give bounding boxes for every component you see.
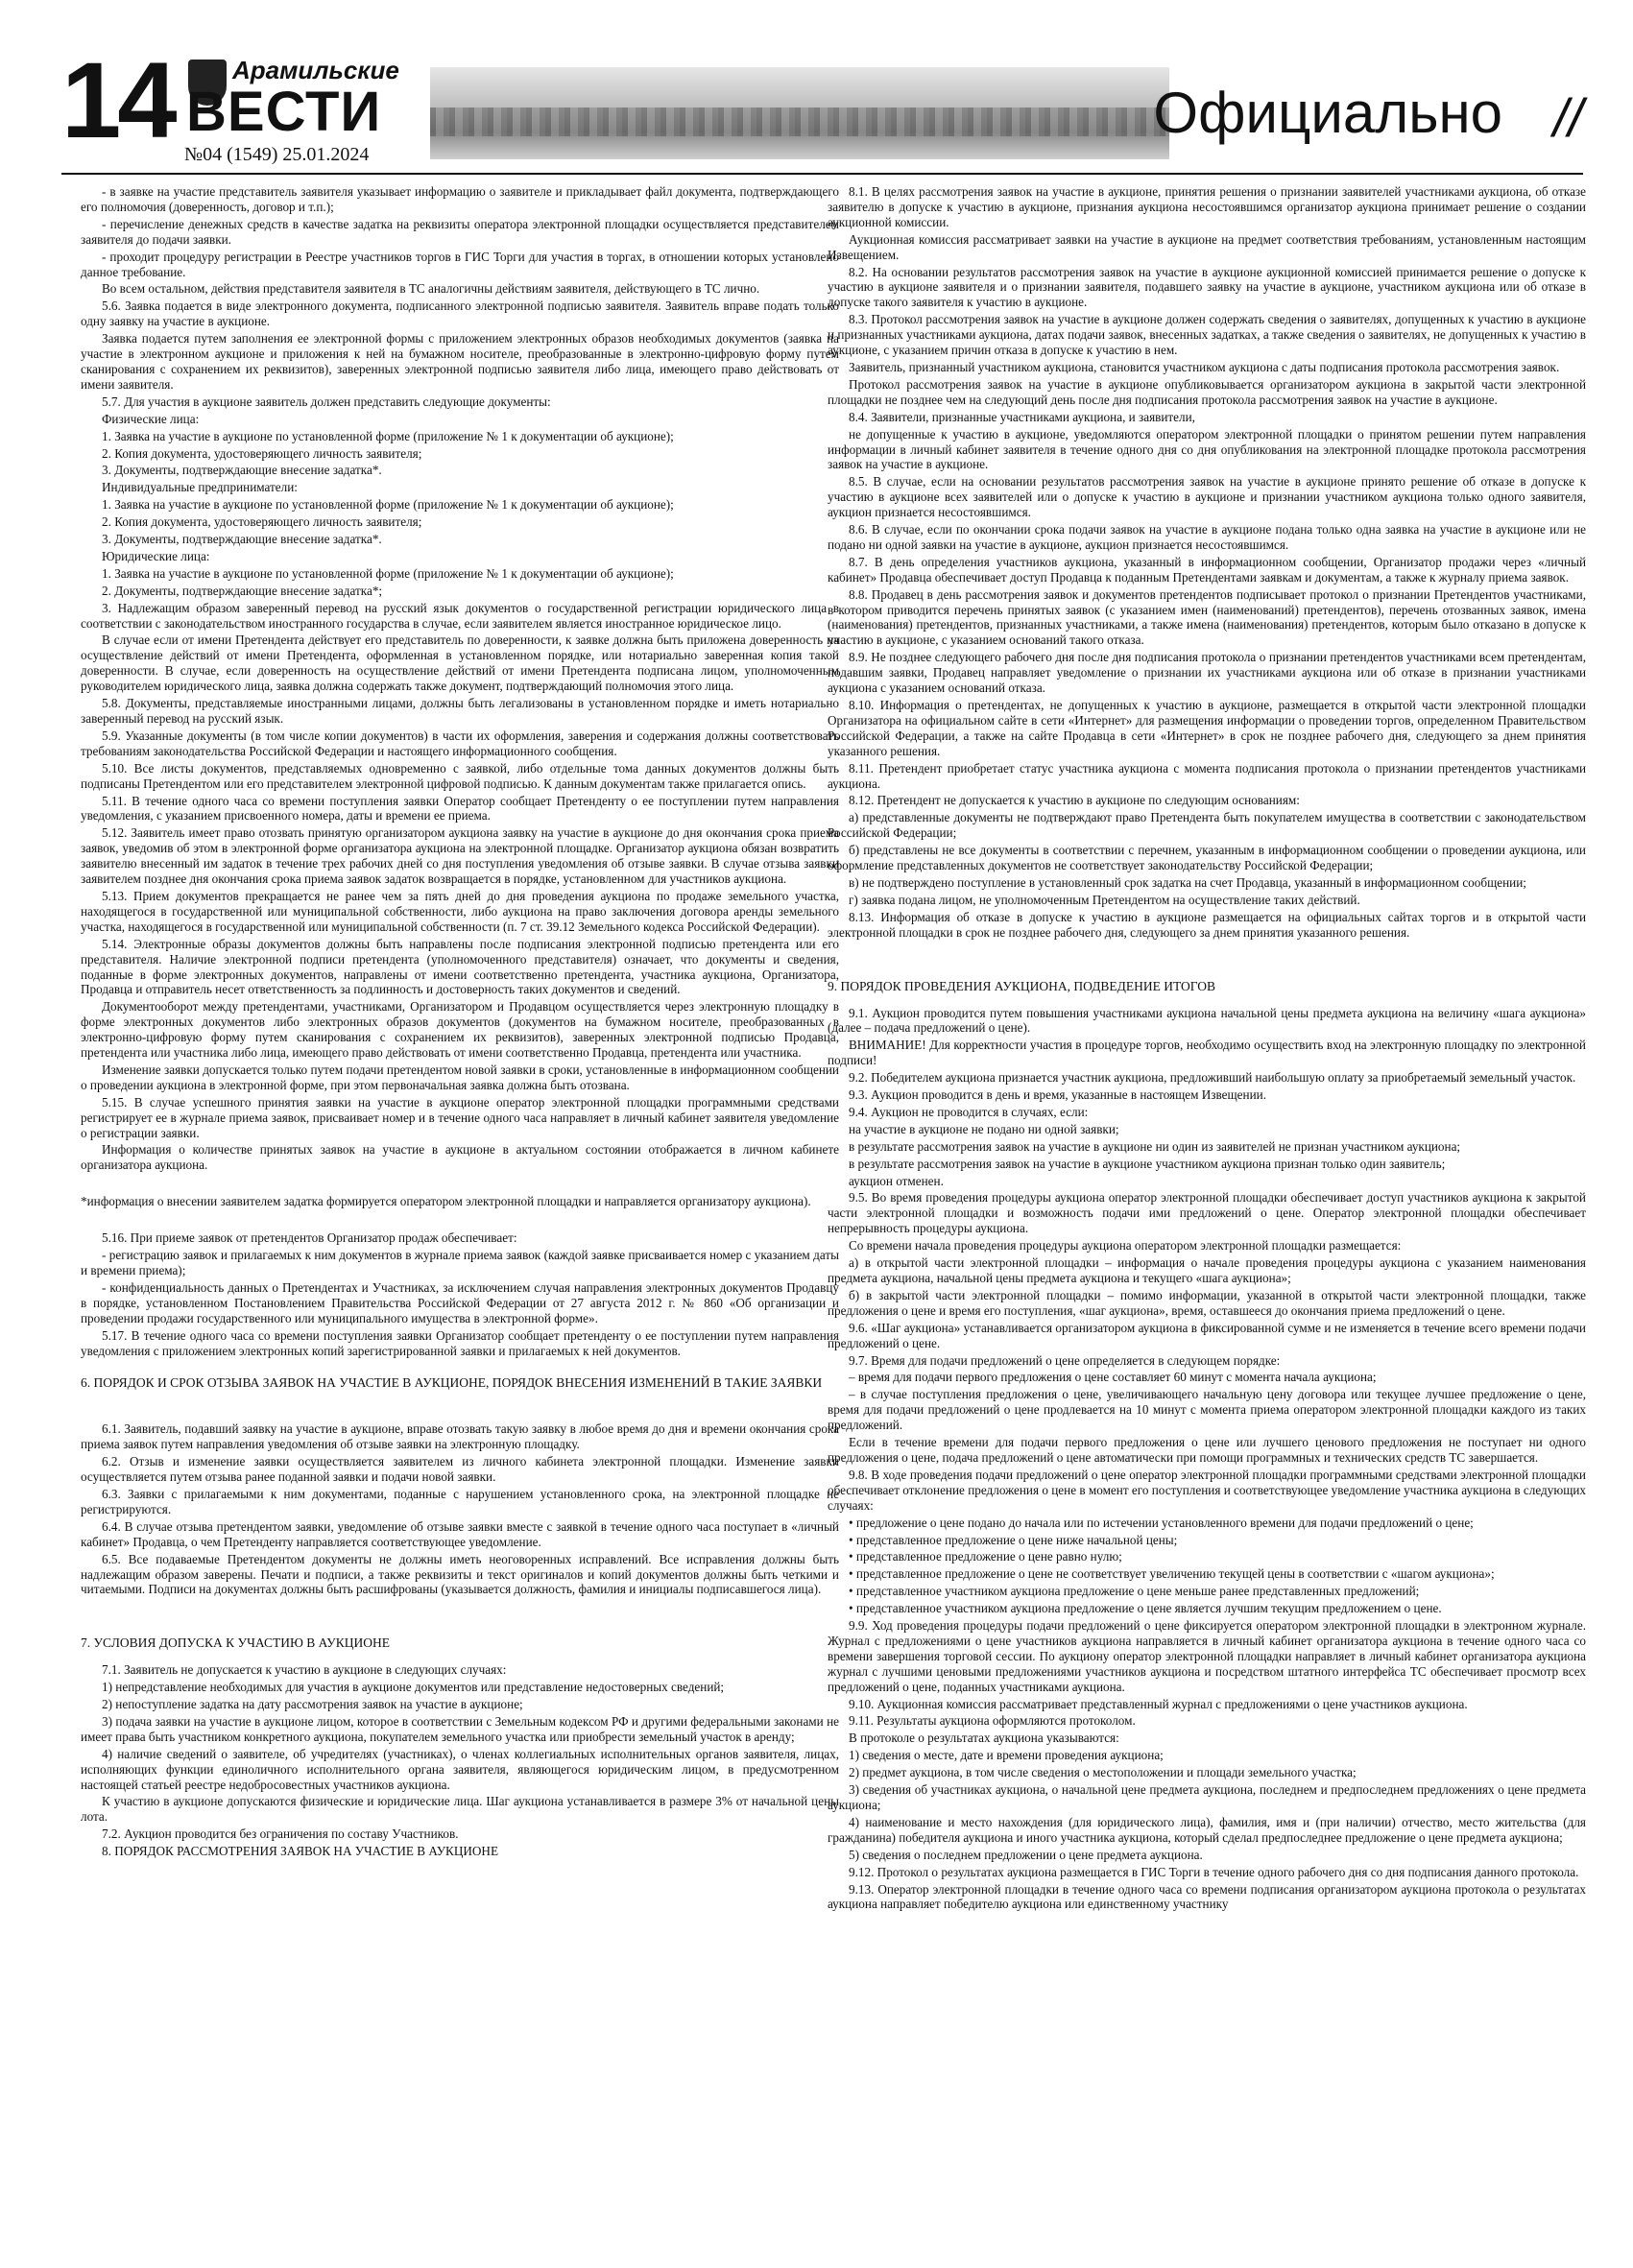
paragraph: 9.12. Протокол о результатах аукциона размещается в ГИС Торги в течение одного рабочего дня со дня подписания данного протокола. [849, 1864, 1579, 1879]
paragraph: 8.6. В случае, если по окончании срока подачи заявок на участие в аукционе подана только одна заявка на участие в аукционе или не подано ни одной заявки на участие в аукционе, аукцион признается несостоявшимся. [828, 522, 1586, 552]
paragraph: 9.8. В ходе проведения подачи предложений о цене оператор электронной площадки программными средствами электронной площадки обеспечивает отклонение предложения о цене в момент его поступления и соответствующее уведомление участника аукциона в следующих случаях: [828, 1467, 1586, 1513]
paragraph: 1) непредставление необходимых для участия в аукционе документов или представление недостоверных сведений; [102, 1680, 725, 1695]
footnote: *информация о внесении заявителем задатка формируется оператором электронной площадки и направляется организатору аукциона). [81, 1194, 811, 1209]
paragraph: 9.1. Аукцион проводится путем повышения участниками аукциона начальной цены предмета аукциона на величину «шага аукциона» (далее – подача предложений о цене). [828, 1005, 1586, 1036]
paragraph: в) не подтверждено поступление в установленный срок задатка на счет Продавца, указанный в информационном сообщении; [849, 874, 1526, 890]
paragraph: • представленное участником аукциона предложение о цене меньше ранее представленных предложений; [849, 1584, 1420, 1599]
paragraph: 5.14. Электронные образы документов должны быть направлены после подписания электронной подписью претендента или его представителя. Наличие электронной подписи претендента (уполномоченного представителя) означает, что документы и сведения, поданные в форме электронных документов, направлены от имени соответственно претендента, участника аукциона, Организатора, Продавца и отправитель несет ответственность за подлинность и достоверность таких документов и сведений. [81, 936, 839, 997]
paragraph: 8.3. Протокол рассмотрения заявок на участие в аукционе должен содержать сведения о заявителях, допущенных к участию в аукционе и признанных участниками аукциона, датах подачи заявок, внесенных задатках, а также сведения о заявителях, не допущенных к участию в аукционе, с указанием причин отказа в допуске к участию в нем. [828, 312, 1586, 358]
heading-section-6: 6. ПОРЯДОК И СРОК ОТЗЫВА ЗАЯВОК НА УЧАСТИЕ В АУКЦИОНЕ, ПОРЯДОК ВНЕСЕНИЯ ИЗМЕНЕНИЙ В ТАКИЕ ЗАЯВКИ [81, 1375, 823, 1391]
paragraph: - проходит процедуру регистрации в Реестре участников торгов в ГИС Торги для участия в торгах, в отношении которых установлено данное требование. [81, 249, 839, 279]
paragraph: - регистрацию заявок и прилагаемых к ним документов в журнале приема заявок (каждой заявке присваивается номер с указанием даты и времени приема); [81, 1248, 839, 1277]
header-landscape-photo [430, 67, 1169, 159]
paragraph: 8.10. Информация о претендентах, не допущенных к участию в аукционе, размещается в открытой части электронной площадки Организатора на официальном сайте в сети «Интернет» для размещения информации о проведении торгов, определенном Правительством Российской Федерации, а также на сайте Продавца в сети «Интернет» в срок не позднее рабочего дня, следующего за днем принятия указанного решения. [828, 698, 1586, 758]
paragraph: 7.2. Аукцион проводится без ограничения по составу Участников. [102, 1826, 459, 1842]
paragraph: Юридические лица: [102, 548, 210, 563]
paragraph: Во всем остальном, действия представителя заявителя в ТС аналогичны действиям заявителя, действующего в ТС лично. [102, 281, 760, 297]
newspaper-logo-top: Арамильские [232, 56, 399, 84]
left-paragraphs [81, 184, 839, 1173]
paragraph: 3) подача заявки на участие в аукционе лицом, которое в соответствии с Земельным кодексом РФ и другими федеральными законами не имеет права быть участником конкретного аукциона, покупателем земельного участка или приобрести земельный участок в аренду; [81, 1713, 839, 1744]
paragraph: 5.16. При приеме заявок от претендентов Организатор продаж обеспечивает: [102, 1230, 517, 1246]
paragraph: 5.10. Все листы документов, представляемых одновременно с заявкой, либо отдельные тома данных документов должны быть подписаны Претендентом или его представителем электронной цифровой подписью. К данным документам также прилагается опись. [81, 760, 839, 791]
paragraph: 3. Документы, подтверждающие внесение задатка*. [102, 532, 382, 547]
paragraph: 6.1. Заявитель, подавший заявку на участие в аукционе, вправе отозвать такую заявку в любое время до дня и времени окончания срока приема заявок путем направления уведомления об отзыве заявки на электронную площадку. [81, 1421, 839, 1452]
paragraph: – время для подачи первого предложения о цене составляет 60 минут с момента начала аукциона; [849, 1370, 1377, 1385]
paragraph: 4) наличие сведений о заявителе, об учредителях (участниках), о членах коллегиальных исполнительных органов заявителя, лицах, исполняющих функции единоличного исполнительного органа заявителя, являющегося юридическим лицом, в предусмотренном настоящей статьей реестре недобросовестных участников аукциона. [81, 1746, 839, 1792]
newspaper-logo-main: ВЕСТИ [186, 81, 382, 143]
paragraph: 8.4. Заявители, признанные участниками аукциона, и заявители, [849, 409, 1195, 424]
paragraph: • представленное предложение о цене не соответствует увеличению текущей цены в соответствии с «шагом аукциона»; [849, 1566, 1495, 1582]
paragraph: Заявитель, признанный участником аукциона, становится участником аукциона с даты подписания протокола рассмотрения заявок. [849, 359, 1560, 374]
paragraph: • представленное предложение о цене ниже начальной цены; [849, 1532, 1178, 1547]
paragraph: К участию в аукционе допускаются физические и юридические лица. Шаг аукциона устанавливается в размере 3% от начальной цены лота. [81, 1794, 839, 1825]
paragraph: б) в закрытой части электронной площадки – помимо информации, указанной в открытой части электронной площадки, также предложения о цене и время его поступления, «шаг аукциона», время, оставшееся до окончания приема предложений о цене. [828, 1287, 1586, 1318]
paragraph: 5.8. Документы, представляемые иностранными лицами, должны быть легализованы в установленном порядке и иметь нотариально заверенный перевод на русский язык. [81, 696, 839, 726]
paragraph: 2) предмет аукциона, в том числе сведения о местоположении и площади земельного участка; [849, 1765, 1357, 1780]
paragraph: Изменение заявки допускается только путем подачи претендентом новой заявки в сроки, установленные в информационном сообщении о проведении аукциона в электронной форме, при этом первоначальная заявка должна быть отозвана. [81, 1062, 839, 1092]
paragraph: 8.12. Претендент не допускается к участию в аукционе по следующим основаниям: [849, 793, 1300, 808]
paragraph: в результате рассмотрения заявок на участие в аукционе участником аукциона признан только один заявитель; [849, 1156, 1446, 1171]
paragraph: 8.9. Не позднее следующего рабочего дня после дня подписания протокола о признании претендентов участниками всем претендентам, подавшим заявки, Продавец направляет уведомление о признании их участниками аукциона или об отказе в признании участниками аукциона с указанием оснований отказа. [828, 650, 1586, 696]
left-column [81, 184, 839, 1861]
paragraph: 9.5. Во время проведения процедуры аукциона оператор электронной площадки обеспечивает доступ участников аукциона к закрытой части электронной площадки и возможность подачи ими предложений о цене. Оператор электронной площадки обеспечивает непрерывность процедуры аукциона. [828, 1190, 1586, 1236]
heading-section-7: 7. УСЛОВИЯ ДОПУСКА К УЧАСТИЮ В АУКЦИОНЕ [81, 1635, 390, 1651]
paragraph: 5.9. Указанные документы (в том числе копии документов) в части их оформления, заверения и содержания должны соответствовать требованиям законодательства Российской Федерации и настоящего информационного сообщения. [81, 728, 839, 758]
issue-number-date: №04 (1549) 25.01.2024 [184, 144, 370, 165]
paragraph: Документооборот между претендентами, участниками, Организатором и Продавцом осуществляется через электронную площадку в форме электронных документов либо электронных образов документов (документов на бумажном носителе, преобразованных в электронно-цифровую форму путем сканирования с сохранением их реквизитов), заверенных электронной подписью Продавца, претендента или участника либо лица, имеющего право действовать от имени соответственно Продавца, претендента или участника. [81, 999, 839, 1061]
paragraph: а) представленные документы не подтверждают право Претендента быть покупателем имущества в соответствии с законодательством Российской Федерации; [828, 810, 1586, 841]
masthead [61, 40, 1583, 165]
paragraph: 1. Заявка на участие в аукционе по установленной форме (приложение № 1 к документации об аукционе); [102, 497, 674, 513]
paragraph: В протоколе о результатах аукциона указываются: [849, 1731, 1119, 1746]
paragraph: 8.2. На основании результатов рассмотрения заявок на участие в аукционе аукционной комиссией принимается решение о допуске к участию в аукционе заявителя и о признании заявителя, подавшего заявку на участие в аукционе, участником аукциона или об отказе в допуске такого заявителя к участию в аукционе. [828, 264, 1586, 310]
paragraph: В случае если от имени Претендента действует его представитель по доверенности, к заявке должна быть приложена доверенность на осуществление действий от имени Претендента, оформленная в установленном порядке, или нотариально заверенная копия такой доверенности. В случае, если доверенность на осуществление действий от имени Претендента подписана лицом, уполномоченным руководителем юридического лица, заявка должна содержать также документ, подтверждающий полномочия этого лица. [81, 633, 839, 694]
paragraph: 9.11. Результаты аукциона оформляются протоколом. [849, 1713, 1136, 1729]
paragraph: 9.9. Ход проведения процедуры подачи предложений о цене фиксируется оператором электронной площадки в электронном журнале. Журнал с предложениями о цене участников аукциона направляется в личный кабинет организатора аукциона в течение одного часа со времени завершения торговой сессии. По аукциону оператор электронной площадки направляет в личный кабинет организатора аукциона журнал с лучшими ценовыми предложениями участников аукциона и посредством штатного интерфейса ТС обеспечивает просмотр всех предложений о цене, поданных участниками аукциона. [828, 1618, 1586, 1694]
paragraph: 4) наименование и место нахождения (для юридического лица), фамилия, имя и (при наличии) отчество, место жительства (для гражданина) победителя аукциона и иного участника аукциона, который сделал предпоследнее предложение о цене предмета аукциона; [828, 1814, 1586, 1845]
paragraph: Аукционная комиссия рассматривает заявки на участие в аукционе на предмет соответствия требованиям, установленным настоящим Извещением. [828, 231, 1586, 262]
page-number: 14 [61, 40, 174, 160]
paragraph: 5.15. В случае успешного принятия заявки на участие в аукционе оператор электронной площадки программными средствами регистрирует ее в журнале приема заявок, присваивает номер и в течение одного часа направляет в личный кабинет заявителя уведомление о регистрации заявки. [81, 1094, 839, 1140]
paragraph: 8.11. Претендент приобретает статус участника аукциона с момента подписания протокола о признании претендентов участниками аукциона. [828, 760, 1586, 791]
right-paragraphs [828, 184, 1586, 941]
paragraph: 6.3. Заявки с прилагаемыми к ним документами, поданные с нарушением установленного срока, на электронной площадке не регистрируются. [81, 1486, 839, 1516]
section-title: Официально [1153, 81, 1502, 145]
paragraph: в результате рассмотрения заявок на участие в аукционе ни один из заявителей не признан участником аукциона; [849, 1138, 1461, 1154]
paragraph: 6.5. Все подаваемые Претендентом документы не должны иметь неоговоренных исправлений. Все исправления должны быть надлежащим образом заверены. Печати и подписи, а также реквизиты и текст оригиналов и копий документов должны быть четкими и читаемыми. Подписи на документах должны быть расшифрованы (указывается должность, фамилия и инициалы подписавшегося лица). [81, 1551, 839, 1597]
paragraph: 3. Надлежащим образом заверенный перевод на русский язык документов о государственной регистрации юридического лица в соответствии с законодательством иностранного государства в случае, если заявителем является иностранное юридическое лицо. [81, 600, 839, 631]
paragraph: 8.13. Информация об отказе в допуске к участию в аукционе размещается на официальных сайтах торгов и в открытой части электронной площадки в срок не позднее рабочего дня, следующего за днем принятия указанного решения. [828, 909, 1586, 940]
paragraph: Физические лица: [102, 411, 200, 426]
paragraph: г) заявка подана лицом, не уполномоченным Претендентом на осуществление таких действий. [849, 892, 1360, 907]
heading-section-8: 8. ПОРЯДОК РАССМОТРЕНИЯ ЗАЯВОК НА УЧАСТИЕ В АУКЦИОНЕ [102, 1844, 499, 1859]
paragraph: 2. Копия документа, удостоверяющего личность заявителя; [102, 514, 422, 530]
paragraph: 9.6. «Шаг аукциона» устанавливается организатором аукциона в фиксированной сумме и не изменяется в течение всего времени подачи предложений о цене. [828, 1320, 1586, 1350]
paragraph: 8.1. В целях рассмотрения заявок на участие в аукционе, принятия решения о признании заявителей участниками аукциона, об отказе заявителю в допуске к участию в аукционе, признания аукциона несостоявшимся организатор аукциона принимает решение о создании аукционной комиссии. [828, 184, 1586, 229]
paragraph: 5.13. Прием документов прекращается не ранее чем за пять дней до дня проведения аукциона по продаже земельного участка, находящегося в государственной или муниципальной собственности, либо аукциона на право заключения договора аренды земельного участка, находящегося в государственной или муниципальной собственности (п. 7 ст. 39.12 Земельного кодекса Российской Федерации). [81, 888, 839, 934]
paragraph: • предложение о цене подано до начала или по истечении установленного времени для подачи предложений о цене; [849, 1515, 1474, 1530]
paragraph: - конфиденциальность данных о Претендентах и Участниках, за исключением случая направления электронных документов Продавцу в порядке, установленном Постановлением Правительства Российской Федерации от 27 августа 2012 г. № 860 «Об организации и проведении продажи государственного или муниципального имущества в электронной форме». [81, 1279, 839, 1325]
paragraph: 1) сведения о месте, дате и времени проведения аукциона; [849, 1748, 1164, 1763]
paragraph: 5.7. Для участия в аукционе заявитель должен представить следующие документы: [102, 394, 551, 409]
paragraph: 8.7. В день определения участников аукциона, указанный в информационном сообщении, Организатор продажи через «личный кабинет» Продавца обеспечивает доступ Продавца к поданным Претендентами заявкам и документам, а также к журналу приема заявок. [828, 554, 1586, 585]
paragraph: 9.2. Победителем аукциона признается участник аукциона, предложивший наибольшую оплату за приобретаемый земельный участок. [849, 1070, 1576, 1086]
section-9-paragraphs [828, 1006, 1586, 1913]
paragraph: 5.12. Заявитель имеет право отозвать принятую организатором аукциона заявку на участие в аукционе до дня окончания срока приема заявок, уведомив об этом в электронной форме организатора аукциона на электронной площадке. Организатор аукциона обязан возвратить заявителю внесенный им задаток в течение трех рабочих дней со дня поступления уведомления об отзыве заявки. В случае отзыва заявки заявителем позднее дня окончания срока приема заявок задаток возвращается в порядке, установленном для участников аукциона. [81, 825, 839, 887]
paragraph: 7.1. Заявитель не допускается к участию в аукционе в следующих случаях: [102, 1662, 507, 1678]
paragraph: 9.3. Аукцион проводится в день и время, указанные в настоящем Извещении. [849, 1087, 1266, 1103]
paragraph: а) в открытой части электронной площадки – информация о начале проведения процедуры аукциона с указанием наименования предмета аукциона, начальной цены предмета аукциона и текущего «шага аукциона»; [828, 1255, 1586, 1285]
paragraph: Со времени начала проведения процедуры аукциона оператором электронной площадки размещается: [849, 1238, 1402, 1253]
paragraph: 9.13. Оператор электронной площадки в течение одного часа со времени подписания организатором аукциона протокола о результатах аукциона направляет победителю аукциона или единственному участнику [828, 1881, 1586, 1912]
paragraph: 6.4. В случае отзыва претендентом заявки, уведомление об отзыве заявки вместе с заявкой в течение одного часа поступает в «личный кабинет» Продавца, о чем Претенденту направляется соответствующее уведомление. [81, 1518, 839, 1549]
paragraph: Заявка подается путем заполнения ее электронной формы с приложением электронных образов необходимых документов (заявка на участие в электронном аукционе и приложения к ней на бумажном носителе, преобразованные в электронно-цифровую форму путем сканирования с сохранением их реквизитов), заверенных электронной подписью заявителя либо лица, имеющего право действовать от имени заявителя. [81, 331, 839, 392]
paragraph: • представленное участником аукциона предложение о цене является лучшим текущим предложением о цене. [849, 1601, 1442, 1616]
paragraph: 8.5. В случае, если на основании результатов рассмотрения заявок на участие в аукционе принято решение об отказе в допуске к участию в аукционе всех заявителей или о допуске к участию в аукционе и признании участником аукциона только одного заявителя, аукцион признается несостоявшимся. [828, 474, 1586, 520]
paragraph: 9.4. Аукцион не проводится в случаях, если: [849, 1104, 1089, 1119]
paragraph: - в заявке на участие представитель заявителя указывает информацию о заявителе и прикладывает файл документа, подтверждающего его полномочия (доверенность, договор и т.п.); [81, 184, 839, 214]
paragraph: 2. Копия документа, удостоверяющего личность заявителя; [102, 445, 422, 461]
paragraph: 5.17. В течение одного часа со времени поступления заявки Организатор сообщает претенденту о ее поступлении путем направления уведомления с приложением электронных копий зарегистрированной заявки и прилагаемых к ней документов. [81, 1327, 839, 1358]
paragraph: 5.11. В течение одного часа со времени поступления заявки Оператор сообщает Претенденту о ее поступлении путем направления уведомления, с указанием присвоенного номера, даты и времени ее приема. [81, 793, 839, 824]
left-paragraphs-2 [81, 1230, 839, 1358]
paragraph: 2. Документы, подтверждающие внесение задатка*; [102, 583, 383, 598]
paragraph: б) представлены не все документы в соответствии с перечнем, указанным в информационном сообщении о проведении аукциона, или оформление представленных документов не соответствует законодательству Российской Федерации; [828, 843, 1586, 873]
header-divider [61, 173, 1583, 175]
paragraph: аукцион отменен. [849, 1173, 944, 1188]
section-6-paragraphs [81, 1421, 839, 1597]
paragraph: 3. Документы, подтверждающие внесение задатка*. [102, 463, 382, 478]
paragraph: Информация о количестве принятых заявок на участие в аукционе в актуальном состоянии отображается в личном кабинете организатора аукциона. [81, 1142, 839, 1173]
paragraph: не допущенные к участию в аукционе, уведомляются оператором электронной площадки о принятом решении путем направления информации в личный кабинет заявителя в течение одного дня со дня опубликования на электронной площадке протокола рассмотрения заявок на участие в аукционе. [828, 426, 1586, 472]
right-column [828, 184, 1586, 1914]
paragraph: Если в течение времени для подачи первого предложения о цене или лучшего ценового предложения не поступает ни одного предложения о цене, подача предложений о цене автоматически при помощи программных и технических средств ТС завершается. [828, 1435, 1586, 1465]
paragraph: - перечисление денежных средств в качестве задатка на реквизиты оператора электронной площадки осуществляется представителем заявителя до подачи заявки. [81, 216, 839, 247]
paragraph: • представленное предложение о цене равно нулю; [849, 1549, 1122, 1564]
paragraph: 9.7. Время для подачи предложений о цене определяется в следующем порядке: [849, 1352, 1281, 1368]
paragraph: 9.10. Аукционная комиссия рассматривает представленный журнал с предложениями о цене участников аукциона. [849, 1696, 1468, 1711]
paragraph: 5.6. Заявка подается в виде электронного документа, подписанного электронной подписью заявителя. Заявитель вправе подать только одну заявку на участие в аукционе. [81, 298, 839, 329]
paragraph: на участие в аукционе не подано ни одной заявки; [849, 1121, 1119, 1136]
section-7-paragraphs [81, 1662, 839, 1842]
paragraph: 5) сведения о последнем предложении о цене предмета аукциона. [849, 1847, 1203, 1862]
paragraph: – в случае поступления предложения о цене, увеличивающего начальную цену договора или текущее лучшее предложение о цене, время для подачи предложений о цене продлевается на 10 минут с момента приема оператором электронной площадки каждого из таких предложений. [828, 1387, 1586, 1433]
heading-section-9: 9. ПОРЯДОК ПРОВЕДЕНИЯ АУКЦИОНА, ПОДВЕДЕНИЕ ИТОГОВ [828, 978, 1216, 993]
paragraph: Протокол рассмотрения заявок на участие в аукционе опубликовывается организатором аукциона в закрытой части электронной площадки не позднее чем на следующий день после дня подписания протокола рассмотрения заявок на участие в аукционе. [828, 376, 1586, 407]
paragraph: 6.2. Отзыв и изменение заявки осуществляется заявителем из личного кабинета электронной площадки. Изменение заявки осуществляется путем отзыва ранее поданной заявки и подачи новой заявки. [81, 1454, 839, 1485]
paragraph: 3) сведения об участниках аукциона, о начальной цене предмета аукциона, последнем и предпоследнем предложениях о цене предмета аукциона; [828, 1782, 1586, 1812]
paragraph: 1. Заявка на участие в аукционе по установленной форме (приложение № 1 к документации об аукционе); [102, 428, 674, 443]
paragraph: 8.8. Продавец в день рассмотрения заявок и документов претендентов подписывает протокол о признании Претендентов участниками, в котором приводится перечень принятых заявок (с указанием имен (наименований) претендентов), перечень отозванных заявок, имена (наименования) претендентов, признанных участниками, а также имена (наименования) претендентов, которым было отказано в допуске к участию в аукционе, с указанием оснований такого отказа. [828, 586, 1586, 648]
paragraph: 1. Заявка на участие в аукционе по установленной форме (приложение № 1 к документации об аукционе); [102, 565, 674, 581]
paragraph: ВНИМАНИЕ! Для корректности участия в процедуре торгов, необходимо осуществить вход на электронную площадку по электронной подписи! [828, 1038, 1586, 1068]
paragraph: Индивидуальные предприниматели: [102, 480, 298, 495]
section-slashes-icon: // [1552, 87, 1583, 148]
paragraph: 2) непоступление задатка на дату рассмотрения заявок на участие в аукционе; [102, 1697, 523, 1712]
